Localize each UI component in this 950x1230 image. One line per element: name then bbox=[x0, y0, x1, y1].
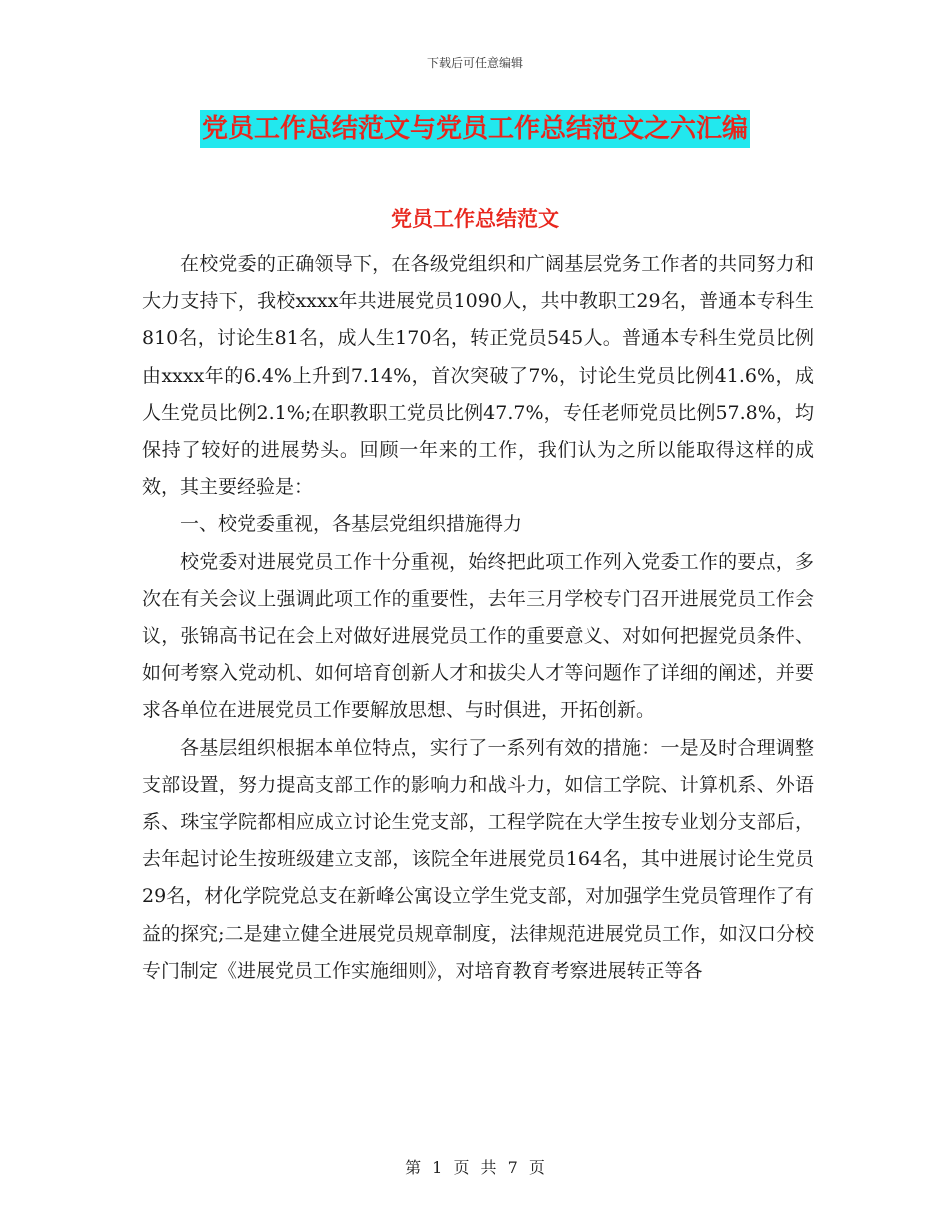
body-text bbox=[142, 246, 814, 990]
main-title-text: 党员工作总结范文与党员工作总结范文之六汇编 bbox=[200, 110, 750, 148]
paragraph-heading-1: 一、校党委重视，各基层党组织措施得力 bbox=[180, 513, 523, 536]
paragraph-party-committee: 校党委对进展党员工作十分重视，始终把此项工作列入党委工作的要点，多次在有关会议上强调此项工作的重要性，去年三月学校专门召开进展党员工作会议，张锦高书记在会上对做好进展党员工作的重要意义、对如何把握党员条件、如何考察入党动机、如何培育创新人才和拔尖人才等问题作了详细的阐述，并要求各单位在进展党员工作要解放思想、与时俱进，开拓创新。 bbox=[142, 550, 814, 722]
section-title: 党员工作总结范文 bbox=[391, 207, 559, 231]
main-title bbox=[0, 110, 950, 148]
header-note: 下载后可任意编辑 bbox=[426, 56, 523, 70]
page-footer: 第 1 页 共 7 页 bbox=[405, 1158, 545, 1177]
paragraph-measures: 各基层组织根据本单位特点，实行了一系列有效的措施：一是及时合理调整支部设置，努力提高支部工作的影响力和战斗力，如信工学院、计算机系、外语系、珠宝学院都相应成立讨论生党支部，工程学院在大学生按专业划分支部后，去年起讨论生按班级建立支部，该院全年进展党员164名，其中进展讨论生党员29名，材化学院党总支在新峰公寓设立学生党支部，对加强学生党员管理作了有益的探究;二是建立健全进展党员规章制度，法律规范进展党员工作，如汉口分校专门制定《进展党员工作实施细则》，对培育教育考察进展转正等各 bbox=[142, 736, 814, 982]
paragraph-intro: 在校党委的正确领导下，在各级党组织和广阔基层党务工作者的共同努力和大力支持下，我校xxxx年共进展党员1090人，共中教职工29名，普通本专科生810名，讨论生81名，成人生170名，转正党员545人。普通本专科生党员比例由xxxx年的6.4%上升到7.14%，首次突破了7%，讨论生党员比例41.6%，成人生党员比例2.1%;在职教职工党员比例47.7%，专任老师党员比例57.8%，均保持了较好的进展势头。回顾一年来的工作，我们认为之所以能取得这样的成效，其主要经验是： bbox=[142, 253, 814, 499]
